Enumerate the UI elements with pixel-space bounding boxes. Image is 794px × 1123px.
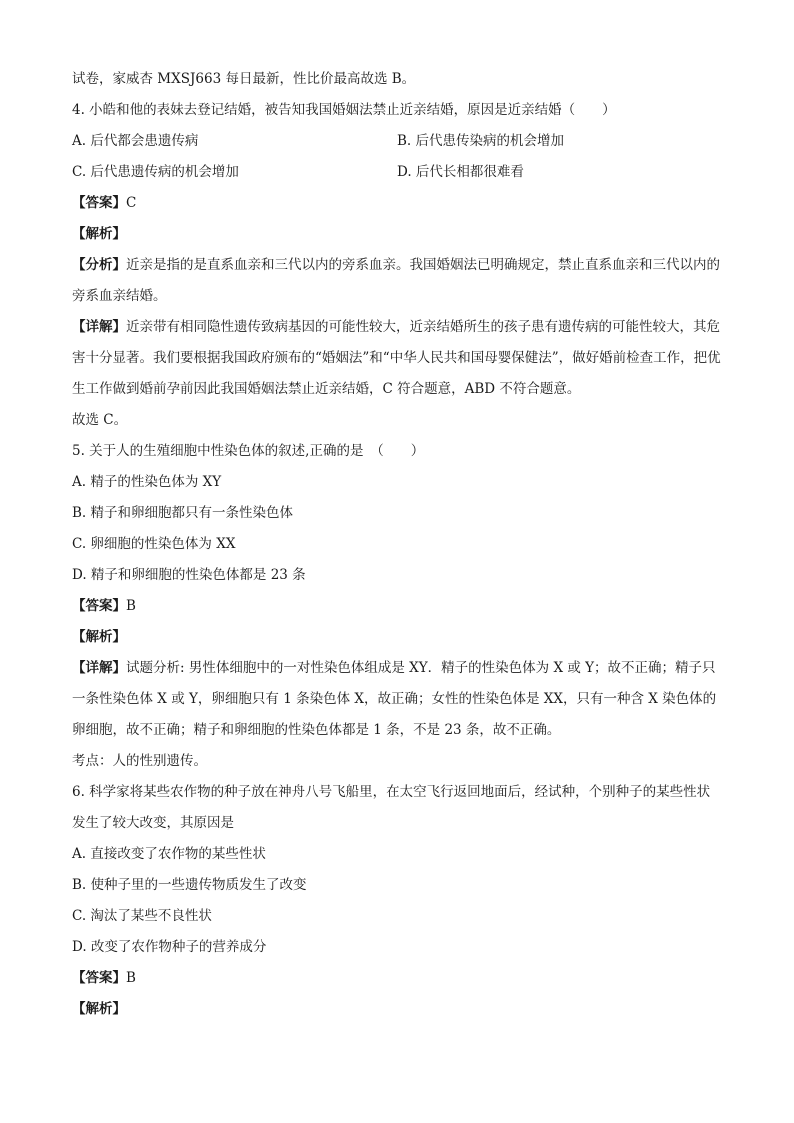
question-4-options-row-2 (72, 157, 722, 188)
answer-tag: 【答案】 (72, 195, 126, 211)
q6-option-b: B. 使种子里的一些遗传物质发生了改变 (72, 877, 307, 893)
q4-detail (72, 312, 722, 405)
question-5-stem: 5. 关于人的生殖细胞中性染色体的叙述,正确的是 （ ） (72, 443, 425, 459)
analysis-tag: 【解析】 (72, 629, 126, 645)
q4-option-c: C. 后代患遗传病的机会增加 (72, 164, 239, 180)
detail-tag: 【详解】 (72, 660, 126, 676)
q5-option-b: B. 精子和卵细胞都只有一条性染色体 (72, 505, 294, 521)
detail-text: 试题分析: 男性体细胞中的一对性染色体组成是 XY．精子的性染色体为 X 或 Y；故不正确；精子只一条性染色体 X 或 Y，卵细胞只有 1 条染色体 X，故正确；女性的性染色体是 XX，只有一种含 X 染色体的卵细胞，故不正确；精子和卵细胞的性染色体都是 1 条，不是 23 条，故不正确。 (72, 660, 717, 738)
q4-fenxi (72, 250, 722, 312)
q6-analysis-heading (72, 994, 722, 1025)
q4-option-b: B. 后代患传染病的机会增加 (397, 133, 565, 149)
q6-answer (72, 963, 722, 994)
analysis-tag: 【解析】 (72, 1001, 126, 1017)
q6-option-c: C. 淘汰了某些不良性状 (72, 908, 212, 924)
analysis-tag: 【解析】 (72, 226, 126, 242)
q4-conclusion: 故选 C。 (72, 412, 128, 428)
answer-value: B (126, 970, 136, 986)
q5-detail (72, 653, 722, 746)
detail-tag: 【详解】 (72, 319, 126, 335)
q5-option-d: D. 精子和卵细胞的性染色体都是 23 条 (72, 567, 306, 583)
q4-option-a: A. 后代都会患遗传病 (72, 133, 199, 149)
question-6-stem: 6. 科学家将某些农作物的种子放在神舟八号飞船里，在太空飞行返回地面后，经试种，个别种子的某些性状发生了较大改变，其原因是 (72, 784, 711, 831)
question-4-options-row-1 (72, 126, 722, 157)
q4-answer (72, 188, 722, 219)
answer-value: B (126, 598, 136, 614)
answer-value: C (126, 195, 137, 211)
q5-option-c: C. 卵细胞的性染色体为 XX (72, 536, 236, 552)
q5-answer (72, 591, 722, 622)
fenxi-tag: 【分析】 (72, 257, 126, 273)
q5-kaodian: 考点：人的性别遗传。 (72, 753, 207, 769)
document-page (72, 64, 722, 1025)
question-4-stem: 4. 小皓和他的表妹去登记结婚，被告知我国婚姻法禁止近亲结婚，原因是近亲结婚（ ） (72, 102, 616, 118)
intro-line: 试卷，家威杏 MXSJ663 每日最新，性比价最高故选 B。 (72, 71, 416, 87)
answer-tag: 【答案】 (72, 598, 126, 614)
q6-option-a: A. 直接改变了农作物的某些性状 (72, 846, 266, 862)
answer-tag: 【答案】 (72, 970, 126, 986)
q5-option-a: A. 精子的性染色体为 XY (72, 474, 222, 490)
q5-analysis-heading (72, 622, 722, 653)
q4-option-d: D. 后代长相都很难看 (397, 164, 524, 180)
q4-analysis-heading (72, 219, 722, 250)
q6-option-d: D. 改变了农作物种子的营养成分 (72, 939, 267, 955)
detail-text: 近亲带有相同隐性遗传致病基因的可能性较大，近亲结婚所生的孩子患有遗传病的可能性较大，其危害十分显著。我们要根据我国政府颁布的“婚姻法”和“中华人民共和国母婴保健法”，做好婚前检查工作，把优生工作做到婚前孕前因此我国婚姻法禁止近亲结婚，C 符合题意，ABD 不符合题意。 (72, 319, 721, 397)
fenxi-text: 近亲是指的是直系血亲和三代以内的旁系血亲。我国婚姻法已明确规定，禁止直系血亲和三代以内的旁系血亲结婚。 (72, 257, 720, 304)
